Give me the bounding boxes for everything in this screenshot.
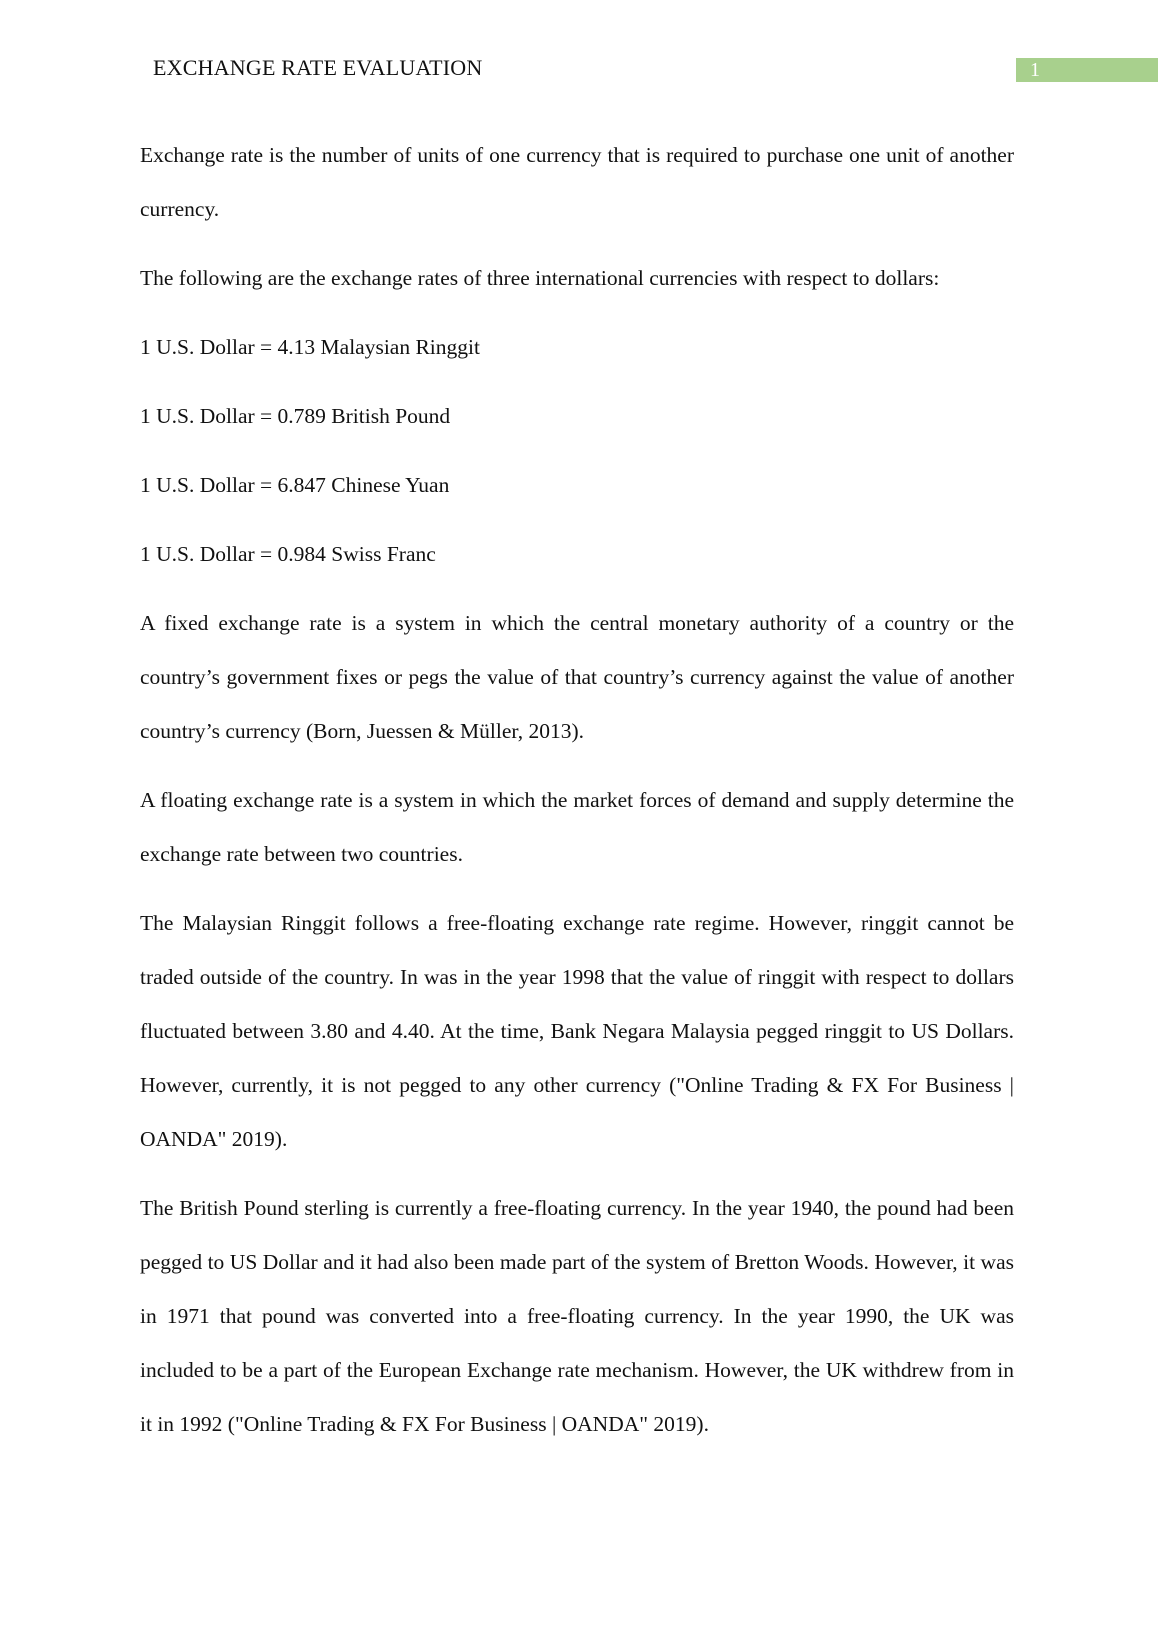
paragraph-ringgit: The Malaysian Ringgit follows a free-floating exchange rate regime. However, ringgit cannot be traded outside of the country. In was in the year 1998 that the value of ringgit with respect to dollars fluctuated between 3.80 and 4.40. At the time, Bank Negara Malaysia pegged ringgit to US Dollars. However, currently, it is not pegged to any other currency ("Online Trading & FX For Business | OANDA" 2019).: [140, 911, 1014, 1151]
running-header-title: EXCHANGE RATE EVALUATION: [153, 55, 483, 80]
rate-line-yuan: 1 U.S. Dollar = 6.847 Chinese Yuan: [140, 473, 450, 497]
rate-line-pound: 1 U.S. Dollar = 0.789 British Pound: [140, 404, 451, 428]
paragraph-rates-intro: The following are the exchange rates of three international currencies with respect to dollars:: [140, 266, 940, 290]
page-number: 1: [1030, 59, 1040, 81]
paragraph-pound: The British Pound sterling is currently a free-floating currency. In the year 1940, the pound had been pegged to US Dollar and it had also been made part of the system of Bretton Woods. However, it was in 1971 that pound was converted into a free-floating currency. In the year 1990, the UK was included to be a part of the European Exchange rate mechanism. However, the UK withdrew from in it in 1992 ("Online Trading & FX For Business | OANDA" 2019).: [140, 1196, 1014, 1436]
rate-line-franc: 1 U.S. Dollar = 0.984 Swiss Franc: [140, 542, 436, 566]
document-body: [140, 128, 1014, 1466]
rate-line-ringgit: 1 U.S. Dollar = 4.13 Malaysian Ringgit: [140, 335, 480, 359]
paragraph-definition: Exchange rate is the number of units of one currency that is required to purchase one unit of another currency.: [140, 143, 1014, 221]
paragraph-fixed-rate: A fixed exchange rate is a system in which the central monetary authority of a country or the country’s government fixes or pegs the value of that country’s currency against the value of another country’s currency (Born, Juessen & Müller, 2013).: [140, 611, 1014, 743]
paragraph-floating-rate: A floating exchange rate is a system in which the market forces of demand and supply determine the exchange rate between two countries.: [140, 788, 1014, 866]
page-number-badge: [1016, 58, 1158, 82]
